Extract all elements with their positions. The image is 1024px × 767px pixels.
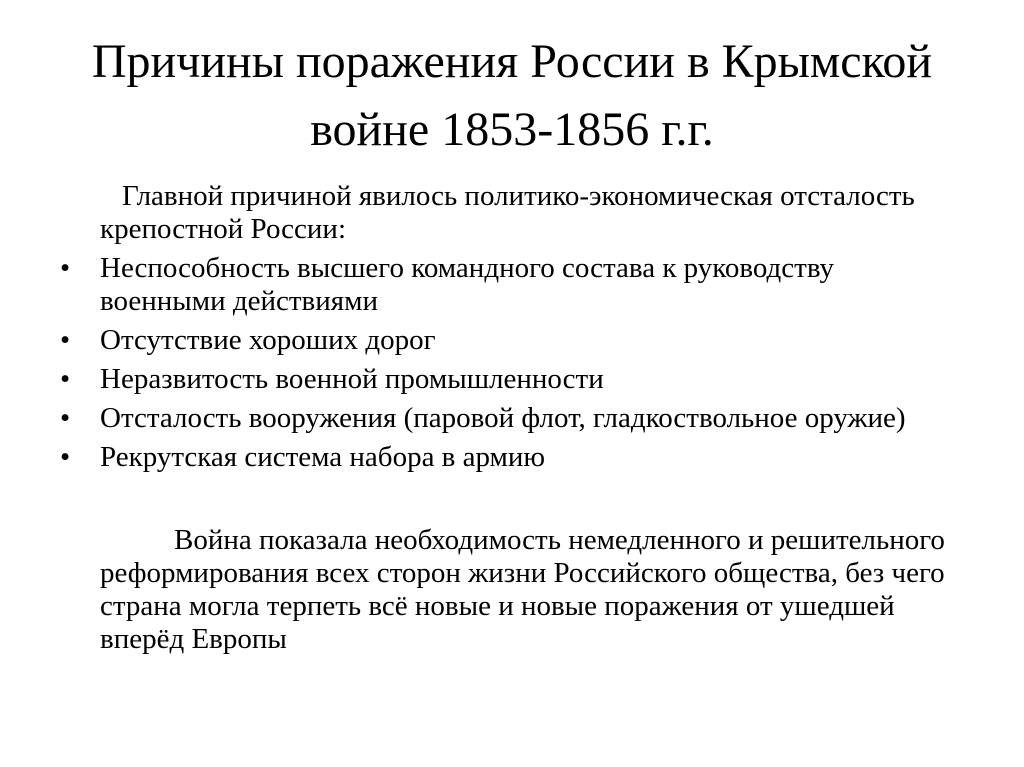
bullet-icon: • [60, 324, 71, 356]
conclusion-body: Война показала необходимость немедленного и решительного реформирования всех сторон жизни Российского общества, без чего страна могла терпеть всё новые и новые поражения от ушедшей вперёд Европы [100, 524, 945, 655]
slide-title: Причины поражения России в Крымской войне 1853-1856 г.г. [91, 35, 933, 156]
list-item-text: Отсталость вооружения (паровой флот, гладкоствольное оружие) [100, 402, 906, 434]
bullet-icon: • [60, 363, 71, 395]
list-item [60, 441, 960, 474]
list-item-text: Отсутствие хороших дорог [100, 324, 436, 356]
list-item [60, 324, 960, 357]
list-item [60, 363, 960, 396]
list-item [60, 402, 960, 435]
bullet-icon: • [60, 402, 71, 434]
list-item [60, 252, 960, 318]
list-item-text: Рекрутская система набора в армию [100, 441, 546, 473]
bullet-icon: • [60, 252, 71, 284]
intro-text: Главной причиной явилось политико-экономическая отсталость крепостной России: [100, 180, 915, 245]
list-item-text: Неразвитость военной промышленности [100, 363, 604, 395]
conclusion-text [100, 524, 960, 656]
bullet-list [60, 252, 960, 474]
slide-body [60, 180, 960, 656]
bullet-icon: • [60, 441, 71, 473]
list-item-text: Неспособность высшего командного состава к руководству военными действиями [100, 252, 835, 317]
